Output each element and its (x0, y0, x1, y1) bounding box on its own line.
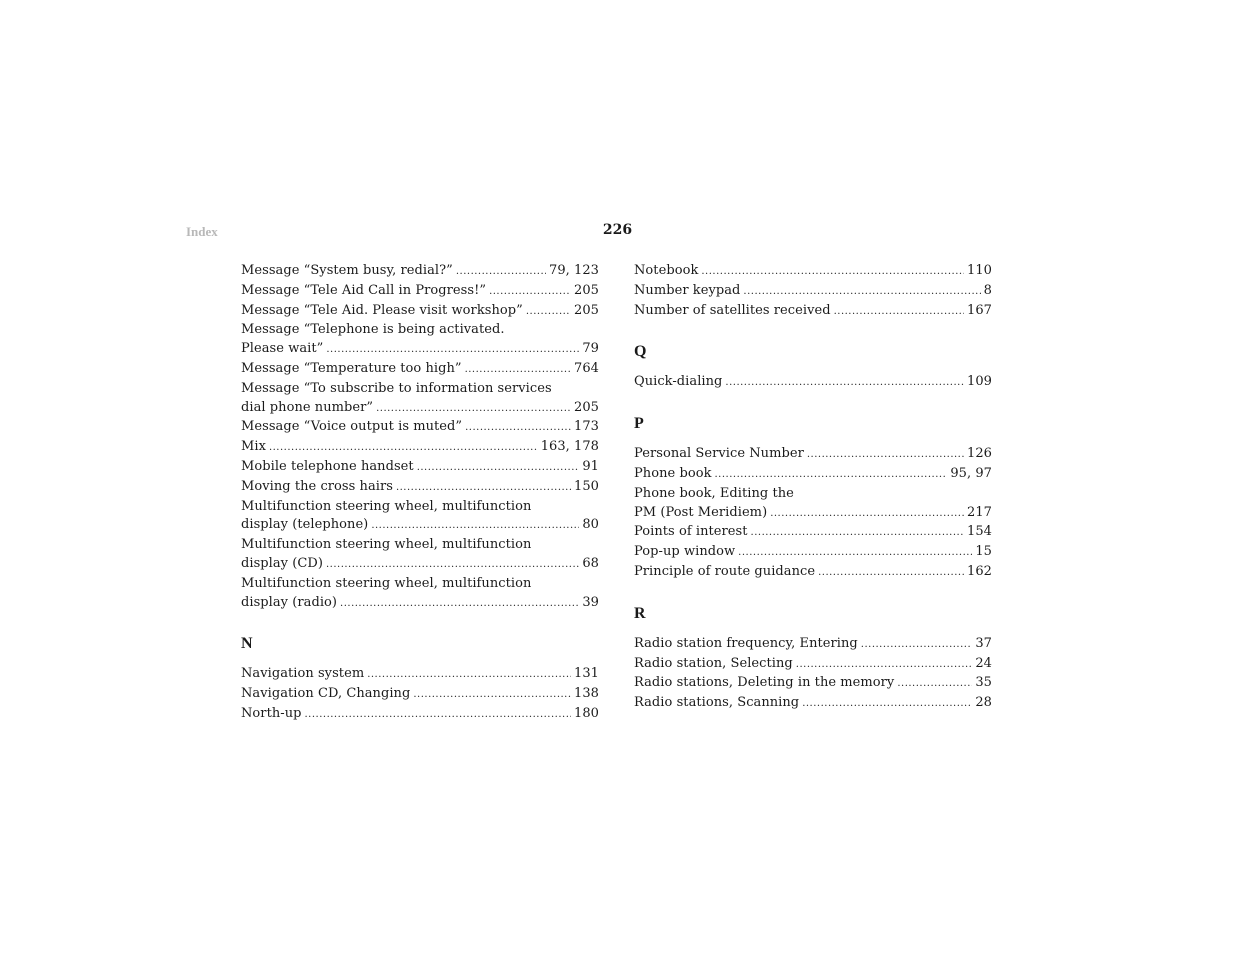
index-entry (241, 380, 599, 419)
index-entry (634, 445, 992, 465)
dot-leader (305, 706, 572, 725)
index-entry-term: Notebook (634, 263, 699, 278)
index-entry-list (241, 665, 599, 724)
index-entry-line (634, 445, 992, 465)
index-entry-page-ref: 68 (582, 555, 599, 571)
dot-leader (396, 479, 571, 498)
index-entry-page-ref: 205 (574, 302, 599, 318)
index-entry-page-ref: 138 (574, 686, 599, 702)
index-entry-list (241, 262, 599, 613)
index-entry-page-ref: 154 (967, 524, 992, 540)
index-entry-page-ref: 217 (967, 504, 992, 520)
index-entry-term: Moving the cross hairs (241, 478, 393, 494)
index-entry-term: Message “System busy, redial?” (241, 263, 453, 278)
index-entry (241, 536, 599, 575)
index-entry (634, 563, 992, 583)
index-entry-page-ref: 150 (574, 478, 599, 494)
index-entry (241, 438, 599, 458)
dot-leader (326, 341, 579, 360)
index-entry-term: Radio station, Selecting (634, 655, 793, 671)
dot-leader (725, 374, 964, 393)
index-entry-line (634, 635, 992, 655)
section-letter: R (634, 604, 646, 622)
index-entry-line (634, 465, 992, 485)
dot-leader (326, 556, 579, 575)
index-entry-first-line: Message “To subscribe to information services (241, 380, 552, 396)
index-entry-line (241, 399, 599, 419)
index-entry-page-ref: 24 (975, 655, 992, 671)
index-entry-line (634, 504, 992, 524)
dot-leader (340, 595, 579, 614)
index-entry (634, 635, 992, 655)
dot-leader (751, 524, 965, 543)
dot-leader (269, 439, 538, 458)
dot-leader (465, 419, 571, 438)
index-entry-line (241, 555, 599, 575)
dot-leader (738, 544, 972, 563)
index-entry-term: display (CD) (241, 555, 323, 571)
index-entry-list (634, 373, 992, 393)
index-entry-line (241, 594, 599, 614)
index-entry-line (241, 685, 599, 705)
dot-leader (802, 695, 972, 714)
index-entry-term: Radio stations, Scanning (634, 695, 800, 711)
index-entry-term: Radio stations, Deleting in the memory (634, 675, 895, 691)
index-entry-term: Points of interest (634, 524, 748, 540)
index-entry (241, 458, 599, 478)
index-entry-page-ref: 95, 97 (950, 465, 992, 481)
index-entry-line (634, 262, 992, 282)
index-entry-term: PM (Post Meridiem) (634, 504, 768, 520)
index-section-n (241, 635, 599, 724)
index-entry-page-ref: 205 (574, 399, 599, 415)
index-entry-line (241, 340, 599, 360)
dot-leader (715, 466, 948, 485)
dot-leader (367, 666, 571, 685)
index-entry (634, 694, 992, 714)
index-entry-term: Principle of route guidance (634, 563, 816, 579)
index-entry-page-ref: 764 (574, 360, 599, 376)
section-letter: Q (634, 343, 647, 361)
index-entry-term: Message “Temperature too high” (241, 360, 462, 376)
index-entry-line (634, 563, 992, 583)
index-column-right (634, 262, 992, 714)
index-entry-first-line: Multifunction steering wheel, multifunction (241, 575, 532, 591)
index-entry-line (634, 373, 992, 393)
dot-leader (897, 675, 972, 694)
index-entry-line (241, 282, 599, 302)
index-entry (241, 360, 599, 380)
index-entry-page-ref: 28 (975, 695, 992, 711)
index-entry-list (634, 635, 992, 714)
index-entry (241, 665, 599, 685)
index-entry-term: Mobile telephone handset (241, 458, 414, 474)
index-entry-term: Number of satellites received (634, 302, 831, 318)
index-entry-term: Navigation CD, Changing (241, 686, 411, 702)
index-column-left (241, 262, 599, 725)
index-entry-page-ref: 162 (967, 563, 992, 579)
index-entry-term: Navigation system (241, 666, 365, 682)
index-entry (634, 465, 992, 485)
index-entry-page-ref: 35 (975, 675, 992, 691)
index-entry-page-ref: 180 (574, 705, 599, 721)
index-entry-line (634, 523, 992, 543)
section-letter: N (241, 635, 253, 653)
index-entry (634, 543, 992, 563)
index-entry-term: Message “Voice output is muted” (241, 419, 463, 435)
index-entry-line (634, 694, 992, 714)
index-entry (634, 302, 992, 322)
index-entry-page-ref: 37 (975, 635, 992, 651)
dot-leader (489, 283, 571, 302)
index-entry-term: display (radio) (241, 594, 338, 610)
index-entry-term: Mix (241, 439, 266, 455)
index-entry (634, 523, 992, 543)
dot-leader (456, 263, 546, 282)
dot-leader (807, 446, 964, 465)
index-entry-term: Please wait” (241, 341, 324, 357)
index-entry-line (241, 360, 599, 380)
index-entry-first-line: Message “Telephone is being activated. (241, 322, 505, 338)
index-entry-term: Phone book (634, 465, 712, 481)
index-entry-term: Message “Tele Aid. Please visit workshop” (241, 302, 523, 318)
index-entry-term: North-up (241, 705, 302, 721)
index-entry-list (634, 445, 992, 583)
index-entry-first-line: Phone book, Editing the (634, 485, 794, 501)
dot-leader (861, 636, 973, 655)
index-entry (241, 282, 599, 302)
index-entry-term: Quick-dialing (634, 374, 723, 390)
index-entry-page-ref: 79 (582, 341, 599, 357)
index-entry (241, 498, 599, 537)
index-entry-page-ref: 109 (967, 374, 992, 390)
dot-leader (371, 517, 579, 536)
index-entry-term: Radio station frequency, Entering (634, 635, 858, 651)
index-entry-page-ref: 91 (582, 458, 599, 474)
index-entry (241, 705, 599, 725)
index-section-n-continued (634, 262, 992, 321)
index-entry-page-ref: 80 (582, 517, 599, 533)
index-entry-line (241, 302, 599, 322)
index-entry (634, 262, 992, 282)
index-entry-line (241, 478, 599, 498)
index-entry-line (241, 438, 599, 458)
index-entry (241, 321, 599, 360)
index-entry-line (241, 665, 599, 685)
dot-leader (743, 283, 980, 302)
dot-leader (417, 459, 580, 478)
index-entry-line (241, 418, 599, 438)
dot-leader (818, 564, 964, 583)
index-entry (241, 418, 599, 438)
index-entry-line (241, 705, 599, 725)
index-entry (241, 685, 599, 705)
index-entry-term: Number keypad (634, 282, 741, 298)
dot-leader (465, 361, 571, 380)
index-entry-term: display (telephone) (241, 517, 369, 533)
dot-leader (701, 263, 964, 282)
index-entry-page-ref: 173 (574, 419, 599, 435)
index-entry (241, 262, 599, 282)
index-section-r (634, 605, 992, 714)
index-entry (241, 478, 599, 498)
index-entry (634, 655, 992, 675)
index-entry-page-ref: 131 (574, 666, 599, 682)
index-entry (634, 373, 992, 393)
index-entry (634, 674, 992, 694)
dot-leader (834, 303, 964, 322)
index-entry-line (241, 262, 599, 282)
index-entry-line (241, 516, 599, 536)
index-entry-line (634, 674, 992, 694)
index-entry-page-ref: 39 (582, 594, 599, 610)
index-entry (634, 282, 992, 302)
page-number: 226 (602, 222, 633, 238)
index-entry-page-ref: 79, 123 (549, 263, 599, 278)
index-entry-term: dial phone number” (241, 399, 374, 415)
index-entry-page-ref: 167 (967, 302, 992, 318)
index-entry-page-ref: 110 (967, 263, 992, 278)
index-section-q (634, 343, 992, 393)
index-entry-line (634, 543, 992, 563)
index-entry (241, 575, 599, 614)
dot-leader (413, 686, 571, 705)
dot-leader (770, 505, 964, 524)
index-entry (241, 302, 599, 322)
index-entry (634, 485, 992, 524)
index-entry-list (634, 262, 992, 321)
dot-leader (526, 303, 571, 322)
index-entry-page-ref: 205 (574, 282, 599, 298)
index-entry-term: Pop-up window (634, 544, 736, 560)
index-entry-page-ref: 126 (967, 446, 992, 462)
index-entry-line (634, 655, 992, 675)
index-entry-page-ref: 163, 178 (540, 439, 599, 455)
index-entry-line (634, 302, 992, 322)
index-entry-first-line: Multifunction steering wheel, multifunction (241, 537, 532, 553)
index-section-p (634, 415, 992, 583)
index-entry-first-line: Multifunction steering wheel, multifunction (241, 498, 532, 514)
index-entry-line (241, 458, 599, 478)
running-header-label: Index (186, 224, 218, 239)
index-entry-line (634, 282, 992, 302)
index-entry-page-ref: 8 (983, 282, 992, 298)
section-letter: P (634, 415, 644, 433)
index-entry-term: Message “Tele Aid Call in Progress!” (241, 282, 487, 298)
dot-leader (376, 400, 571, 419)
dot-leader (796, 656, 973, 675)
index-entry-term: Personal Service Number (634, 446, 804, 462)
index-entry-page-ref: 15 (975, 544, 992, 560)
index-section-m-continued (241, 262, 599, 613)
